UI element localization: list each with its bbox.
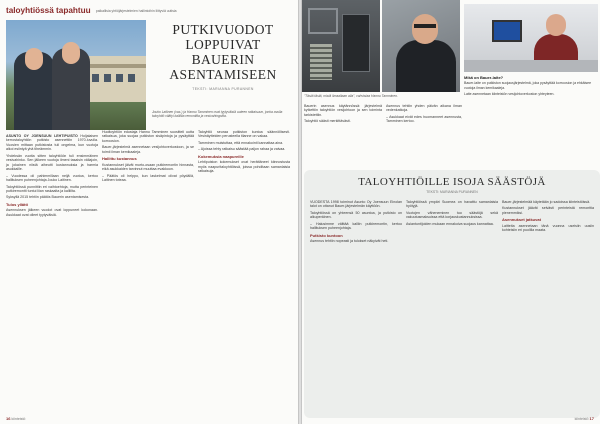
title-line: BAUERIN [191, 52, 255, 67]
paragraph: VUODESTA 1998 toiminut Asunto Oy Joensuun Einolan talot on ottanut Bauer-järjestelmän käyttöön. [310, 200, 402, 209]
desk-image [464, 60, 598, 72]
text-column-2 [386, 104, 462, 126]
subheading: Kokemuksia naapureille [198, 153, 244, 159]
subheading: Asennukset jatkuvat [502, 217, 541, 223]
box-column-2 [406, 200, 498, 228]
text-column-1 [304, 104, 382, 126]
person-image [396, 40, 456, 92]
article-title-block [152, 22, 294, 91]
paragraph: Asennuksen jälkeen vuodot ovat loppuneet kokonaan. Asukkaat ovat olleet tyytyväisiä. [6, 208, 98, 217]
paragraph: – Halusimme välttää kalliin putkiremontin, kertoo hallituksen puheenjohtaja. [310, 221, 402, 231]
box-title: TALOYHTIÖILLE ISOJA SÄÄSTÖJÄ [358, 176, 546, 188]
paragraph: Syksyllä 2015 tehtiin päätös Bauerin asentamisesta. [6, 195, 90, 200]
paragraph: Asennus tehtiin nopeasti ja tulokset näkyivät heti. [310, 239, 389, 244]
pipe-image [308, 8, 338, 34]
office-photo [464, 4, 598, 72]
paragraph: Tamminen muistuttaa, että ennakointi kannattaa aina. [198, 140, 284, 145]
paragraph: Asennus tehtiin yhden päivän aikana ilman vedenkatkoja. [386, 104, 462, 113]
paragraph: Kustannukset jäävät selvästi perinteistä remonttia pienemmiksi. [502, 206, 594, 215]
paragraph: – Vuodessa oli pahimmillaan neljä vuotoa, kertoo hallituksen puheenjohtaja Jouko Laitinen. [6, 173, 98, 183]
magazine-name: kiinteistö [574, 417, 589, 421]
paragraph: Kustannukset jäivät murto-osaan putkiremontin hinnasta, eikä asukkaiden tarvinnut muuttaa evakkoon. [102, 162, 194, 172]
byline: TEKSTI: MARIANNA PURANNEN [192, 87, 254, 91]
paragraph: Lehtipuiston kokemukset ovat herättäneet kiinnostusta myös naapuritaloyhtiöissä, joissa pohditaan samanlaisia ratkaisuja. [198, 160, 290, 174]
title-line: PUTKIVUODOT [172, 22, 274, 37]
face-image [546, 14, 566, 36]
paragraph: Bauer-järjestelmää käytetään jo sadoissa kiinteistöissä. [502, 200, 591, 204]
fact-box [464, 76, 598, 99]
paragraph: Taloyhtiö säästi merkittävästi. [304, 119, 351, 124]
page-number: 17 [589, 416, 594, 421]
text-column-2 [102, 130, 194, 185]
section-header [6, 6, 177, 15]
text-column-3 [198, 130, 290, 176]
paragraph: Taloyhtiöissä ympäri Suomea on havaittu samanlaisia hyötyjä. [406, 200, 498, 209]
paragraph: Bauer-laite on putkiston suojausjärjestelmä, joka pysäyttää korroosion ja ehkäisee vuotoja ilman kemikaaleja. [464, 81, 592, 90]
left-page [0, 0, 298, 424]
fact-title: Mikä on Bauer-laite? [464, 75, 504, 80]
page-footer [575, 416, 594, 421]
subheading: Hallittu kustannus [102, 156, 137, 162]
residents-photo [6, 20, 146, 130]
face-image [62, 42, 80, 64]
box-byline: TEKSTI: MARIANNA PURANNEN [426, 190, 478, 194]
monitor-image [492, 20, 522, 42]
paragraph: Asiantuntijoiden mukaan ennakoiva suojaus kannattaa. [406, 221, 494, 226]
paragraph: Taloyhtiö seuraa putkiston kuntoa säännöllisesti. Vesinäytteiden perusteella tilanne on vakaa. [198, 130, 290, 139]
subheading: Putkisto kuntoon [310, 232, 343, 238]
ingress-text: Holjalaisen kerrostaloyhtiön putkisto asennettiin 1970-luvulla. Vuosien mittaan putkistosta tuli ongelma, kun vuotoja alkoi esiintyä yhä tiheämmin. [6, 134, 98, 152]
photo-caption: "Tästä tästä, mistä ilmaaltaan alla", vahvistaa Hannu Tamminen. [304, 94, 398, 98]
page-number: 16 [6, 416, 11, 421]
title-line: ASENTAMISEEN [169, 67, 277, 82]
technician-photo [382, 0, 460, 92]
radiator-image [310, 44, 332, 80]
paragraph: – Ajoissa tehty ratkaisu säästää paljon rahaa ja vaivaa. [198, 147, 286, 152]
subheading: Tulos yllätti [6, 201, 28, 207]
paragraph: Huoltoyhtiön edustaja Hannu Tamminen suositteli uutta ratkaisua, joka suojaa putkiston sisäpintoja ja pysäyttää korroosion. [102, 130, 194, 143]
section-subtitle: paikallisia yhtiöjärjestelmien hallintoihin liittyviä uutisia [95, 8, 177, 13]
title-line: LOPPUIVAT [185, 37, 261, 52]
paragraph: Taloyhtiössä punnittiin eri vaihtoehtoja, mutta perinteinen putkiremontti tuntui liian raskaalta ja kalliilta. [6, 184, 98, 193]
section-title: taloyhtiössä tapahtuu [6, 6, 91, 15]
photo-caption: Jouko Laitinen (vas.) ja Hannu Tamminen ovat tyytyväisiä uuteen ratkaisuun, jonka avulla taloyhtiö välttyi kalliilta remontilta ja vesivahingoilta. [152, 110, 283, 119]
right-page [302, 0, 600, 424]
sidebar-article-box [304, 170, 600, 418]
box-column-1 [310, 200, 402, 246]
paragraph: Vuotojen väheneminen tuo säästöjä sekä vakuutusmaksuissa että korjauskustannuksissa. [406, 210, 498, 220]
paragraph: Bauer-järjestelmä asennetaan vesijohtoverkostoon, ja se toimii ilman kemikaaleja. [102, 145, 194, 154]
boiler-room-photo [302, 0, 380, 92]
magazine-name: kiinteistö [11, 417, 26, 421]
paragraph: Laite asennetaan kiinteistön vesijohtoverkoston yhteyteen. [464, 92, 555, 97]
glasses-image [414, 24, 436, 28]
paragraph: – Asukkaat eivät edes huomanneet asennusta, Tamminen kertoo. [386, 114, 462, 124]
paragraph: Yhdeksän vuotta sitten taloyhtiöön tuli ensimmäinen vesivahinko. Sen jälkeen vuotoja ilmeni tasaisin väliajoin, ja jokainen niistä aiheutti kustannuksia ja harmia asukkaille. [6, 153, 98, 172]
face-image [25, 48, 43, 70]
paragraph: Laitteita asennetaan tänä vuonna useisiin uusiin kohteisiin eri puolilla maata. [502, 223, 594, 233]
paragraph: Bauerin asennus käytännössä: järjestelmä kytkettiin taloyhtiön vesijohtoon ja sen toiminta tarkistettiin. [304, 104, 382, 117]
box-column-3 [502, 200, 594, 235]
face-image [412, 14, 438, 44]
paragraph: – Päätös oli helppo, kun laskelmat olivat pöydällä, Laitinen toteaa. [102, 173, 194, 183]
ingress-lead: ASUNTO OY JOENSUUN LEHTIPUISTO [6, 134, 78, 138]
text-column-1 [6, 134, 98, 219]
device-image [342, 14, 370, 72]
page-footer [6, 416, 25, 421]
ingress [6, 134, 98, 152]
paragraph: Taloyhtiössä on yhteensä 50 asuntoa, ja putkisto on alkuperäinen. [310, 210, 402, 220]
